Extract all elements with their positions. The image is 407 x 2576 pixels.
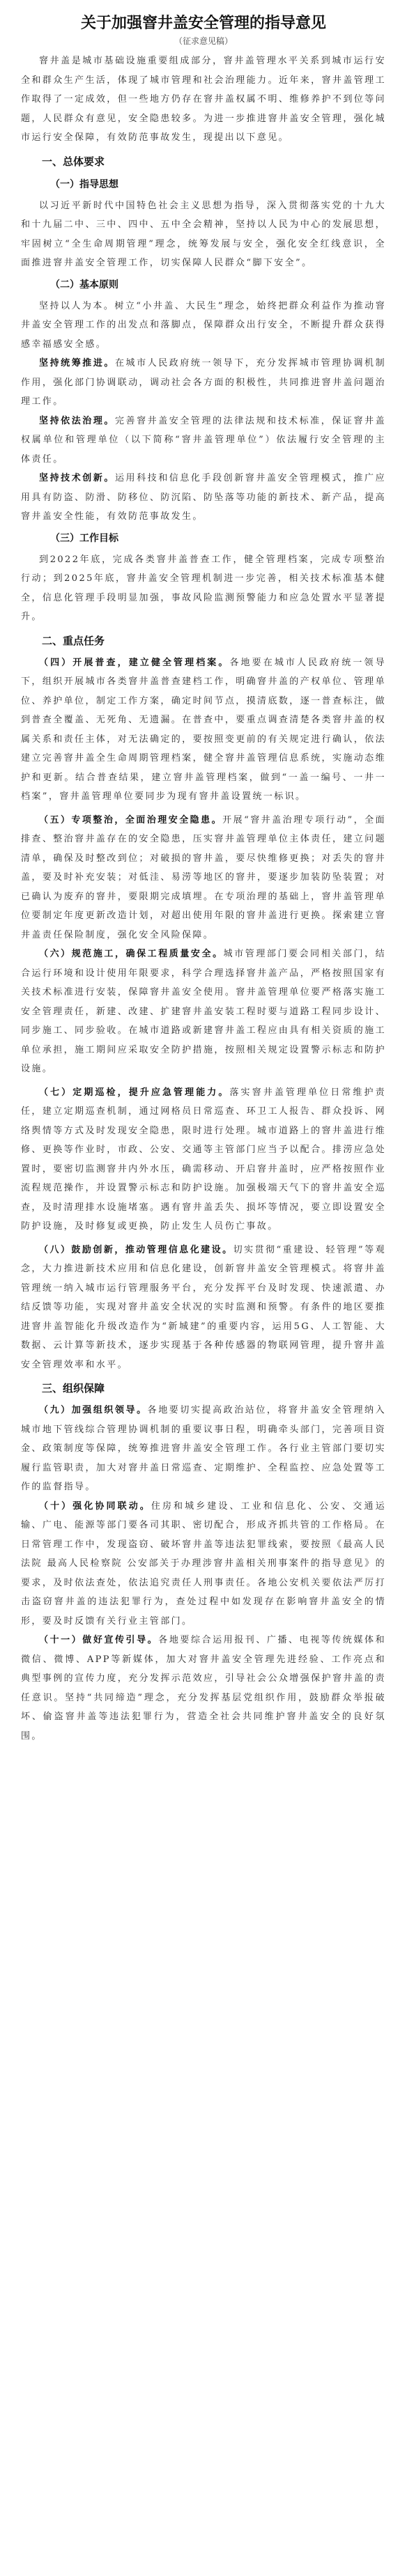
section-heading-general: 一、总体要求 xyxy=(42,155,105,168)
principle-law-paragraph xyxy=(21,412,386,470)
task-rectification-paragraph xyxy=(21,811,386,945)
org-publicity-text: 各地要综合运用报刊、广播、电视等传统媒体和微信、微博、APP等新媒体，加大对窨井盖安全管理先进经验、工作亮点和典型事例的宣传力度，充分发挥示范效应，引导社会公众增强保护窨井盖的责任意识。坚持“共同缔造”理念，充分发挥基层党组织作用，鼓励群众举报破坏、偷盗窨井盖等违法犯罪行为，营造全社会共同维护窨井盖安全的良好氛围。 xyxy=(21,1635,386,1741)
principle-coordination-paragraph xyxy=(21,354,386,412)
section-heading-organization: 三、组织保障 xyxy=(42,1382,105,1395)
task-informatization-lead: （八）鼓励创新，推动管理信息化建设。 xyxy=(39,1244,233,1255)
principle-coordination-text: 在城市人民政府统一领导下，充分发挥城市管理协调机制作用，强化部门协调联动，调动社会各方面的积极性，共同推进窨井盖问题治理工作。 xyxy=(21,358,386,407)
org-coordination-paragraph xyxy=(21,1497,386,1631)
principle-coordination-lead: 坚持统筹推进。 xyxy=(39,358,115,368)
org-publicity-paragraph xyxy=(21,1631,386,1746)
principle-law-text: 完善窨井盖安全管理的法律法规和技术标准，保证窨井盖权属单位和管理单位（以下简称“窨井盖管理单位”）依法履行安全管理的主体责任。 xyxy=(21,415,386,465)
task-rectification-lead: （五）专项整治，全面治理安全隐患。 xyxy=(39,814,223,825)
principle-innovation-lead: 坚持技术创新。 xyxy=(39,473,115,483)
guiding-ideology-paragraph: 以习近平新时代中国特色社会主义思想为指导，深入贯彻落实党的十九大和十九届二中、三中、四中、五中全会精神，坚持以人民为中心的发展思想，牢固树立“全生命周期管理”理念，统筹发展与安全，强化安全红线意识，全面推进窨井盖安全管理工作，切实保障人民群众“脚下安全”。 xyxy=(21,200,386,268)
task-census-lead: （四）开展普查，建立健全管理档案。 xyxy=(39,657,230,668)
work-goals-paragraph: 到2022年底，完成各类窨井盖普查工作，健全管理档案，完成专项整治行动；到2025年底，窨井盖安全管理机制进一步完善，相关技术标准基本健全，信息化管理手段明显加强，事故风险监测预警能力和应急处置水平显著提升。 xyxy=(21,554,386,622)
task-construction-lead: （六）规范施工，确保工程质量安全。 xyxy=(39,949,224,959)
subheading-guiding-ideology: （一）指导思想 xyxy=(50,178,118,190)
org-leadership-lead: （九）加强组织领导。 xyxy=(39,1405,148,1415)
subheading-work-goals: （三）工作目标 xyxy=(50,532,118,544)
principle-innovation-paragraph xyxy=(21,469,386,527)
task-inspection-lead: （七）定期巡检，提升应急管理能力。 xyxy=(39,1087,230,1098)
task-census-text: 各地要在城市人民政府统一领导下，组织开展城市各类窨井盖普查建档工作，明确窨井盖的产权单位、管理单位、养护单位，制定工作方案，确定时间节点，摸清底数，逐一普查标注，做到普查全覆盖、无死角、无遗漏。在普查中，要重点调查清楚各类窨井盖的权属关系和责任主体，对无法确定的，要按照变更前的有关规定进行确认，依法建立完善窨井盖全生命周期管理档案，健全窨井盖管理信息系统，实施动态维护和更新。结合普查结果，建立窨井盖管理档案，做到“一盖一编号、一井一档案”，窨井盖管理单位要同步为现有窨井盖设置统一标识。 xyxy=(21,657,386,802)
principle-innovation-text: 运用科技和信息化手段创新窨井盖安全管理模式，推广应用具有防盗、防滑、防移位、防沉陷、防坠落等功能的新技术、新产品，提高窨井盖安全性能，有效防范事故发生。 xyxy=(21,473,386,522)
task-census-paragraph xyxy=(21,653,386,807)
task-construction-text: 城市管理部门要会同相关部门，结合运行环境和设计使用年限要求，科学合理选择窨井盖产品，严格按照国家有关技术标准进行安装，保障窨井盖安全使用。窨井盖管理单位要严格落实施工安全管理责任，新建、改建、扩建窨井盖安装工程时要与道路工程同步设计、同步施工、同步验收。在城市道路或新建窨井盖工程应由具有相关资质的施工单位承担，施工期间应采取安全防护措施，按照相关规定设置警示标志和防护设施。 xyxy=(21,949,386,1074)
document-title: 关于加强窨井盖安全管理的指导意见 xyxy=(80,14,326,32)
task-informatization-paragraph xyxy=(21,1241,386,1375)
task-construction-paragraph xyxy=(21,945,386,1079)
task-rectification-text: 开展“窨井盖治理专项行动”，全面排查、整治窨井盖存在的安全隐患，压实窨井盖管理单位主体责任，建立问题清单，确保及时整改到位；对破损的窨井盖，要尽快维修更换；对丢失的窨井盖，要及时补充安装；对低洼、易涝等地区的窨井，要逐步加装防坠装置；对已确认为废弃的窨井，要限期完成填埋。在专项治理的基础上，窨井盖管理单位要制定年度更新改造计划，对超出使用年限的窨井盖进行更换。探索建立窨井盖责任保险制度，强化安全风险保障。 xyxy=(21,814,386,940)
section-heading-key-tasks: 二、重点任务 xyxy=(42,634,105,647)
org-leadership-text: 各地要切实提高政治站位，将窨井盖安全管理纳入城市地下管线综合管理协调机制的重要议事日程，明确牵头部门，完善项目资金、政策制度等保障，统筹推进窨井盖安全管理工作。各行业主管部门要切实履行监管职责，加大对窨井盖日常巡查、定期维护、全程监控、应急处置等工作的监督指导。 xyxy=(21,1405,386,1492)
task-inspection-text: 落实窨井盖管理单位日常维护责任，建立定期巡查机制，通过网格员日常巡查、环卫工人报告、群众投诉、网络舆情等方式及时发现安全隐患，限时进行处理。城市道路上的窨井盖进行维修、更换等作业时，市政、公安、交通等主管部门应当予以配合。排涝应急处置时，要密切监测窨井内外水压，确需移动、开启窨井盖时，应严格按照作业流程规范操作，并设置警示标志和防护设施。加强极端天气下的窨井盖安全巡查，及时清理排水设施堵塞。遇有窨井盖丢失、损坏等情况，要立即设置安全防护设施，及时修复或更换，防止发生人员伤亡事故。 xyxy=(21,1087,386,1232)
task-informatization-text: 切实贯彻“重建设、轻管理”等观念，大力推进新技术应用和信息化建设，创新窨井盖安全管理模式。将窨井盖管理统一纳入城市运行管理服务平台，充分发挥平台及时发现、快速派遣、办结反馈等功能，实现对窨井盖安全状况的实时监测和预警。有条件的地区要推进窨井盖智能化升级改造作为“新城建”的重要内容，运用5G、人工智能、大数据、云计算等新技术，逐步实现基于各种传感器的物联网管理，提升窨井盖安全管理效率和水平。 xyxy=(21,1244,386,1370)
org-publicity-lead: （十一）做好宣传引导。 xyxy=(39,1635,159,1645)
intro-paragraph: 窨井盖是城市基础设施重要组成部分，窨井盖管理水平关系到城市运行安全和群众生产生活，体现了城市管理和社会治理能力。近年来，窨井盖管理工作取得了一定成效，但一些地方仍存在窨井盖权属不明、维修养护不到位等问题，人民群众有意见，安全隐患较多。为进一步推进窨井盖安全管理，强化城市运行安全保障，有效防范事故发生，现提出以下意见。 xyxy=(21,56,386,143)
principle-people-paragraph: 坚持以人为本。树立“小井盖、大民生”理念，始终把群众利益作为推动窨井盖安全管理工作的出发点和落脚点，保障群众出行安全，不断提升群众获得感幸福感安全感。 xyxy=(21,300,386,350)
org-coordination-text: 住房和城乡建设、工业和信息化、公安、交通运输、广电、能源等部门要各司其职、密切配合，形成齐抓共管的工作格局。在日常管理工作中，发现盗窃、破坏窨井盖等违法犯罪线索，要按照《最高人民法院 最高人民检察院 公安部关于办理涉窨井盖相关刑事案件的指导意见》的要求，及时依法查处，依法追究责任人刑事责任。各地公安机关要依法严厉打击盗窃窨井盖的违法犯罪行为，查处过程中如发现存在影响窨井盖安全的情形，要及时反馈有关行业主管部门。 xyxy=(21,1500,386,1627)
subheading-basic-principles: （二）基本原则 xyxy=(50,279,118,290)
task-inspection-paragraph xyxy=(21,1083,386,1236)
principle-law-lead: 坚持依法治理。 xyxy=(39,415,115,426)
org-leadership-paragraph xyxy=(21,1401,386,1497)
document-subtitle: （征求意见稿） xyxy=(174,36,233,46)
org-coordination-lead: （十）强化协同联动。 xyxy=(39,1500,151,1512)
